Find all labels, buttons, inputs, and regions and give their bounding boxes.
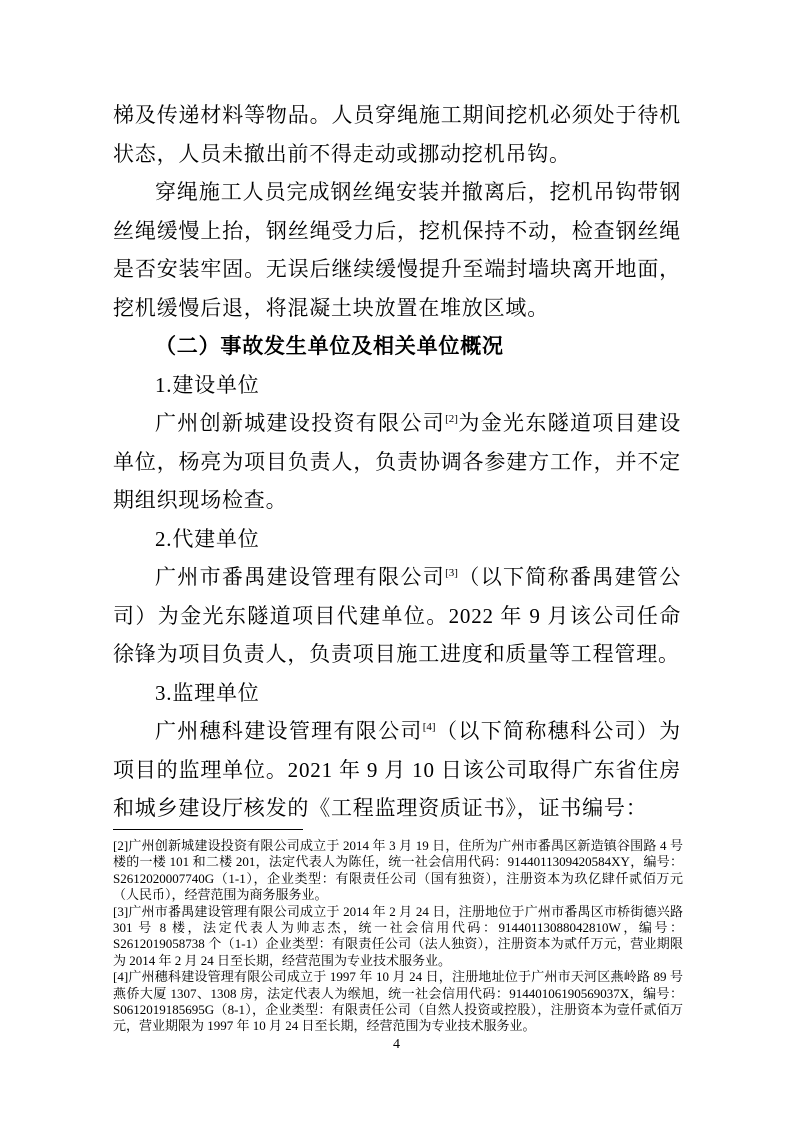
body-text	[113, 96, 681, 828]
footnote-marker: [4]	[113, 969, 129, 985]
footnote-separator	[113, 829, 303, 830]
paragraph	[113, 712, 681, 828]
footnote-ref-2: [2]	[445, 413, 458, 425]
paragraph-text: 广州市番禺建设管理有限公司	[155, 565, 446, 589]
subsection-heading-text: 1.建设单位	[155, 372, 260, 397]
section-heading-text: （二）事故发生单位及相关单位概况	[155, 334, 504, 358]
subsection-heading-text: 2.代建单位	[155, 526, 260, 551]
paragraph	[113, 404, 681, 520]
footnote	[113, 904, 683, 970]
paragraph	[113, 173, 681, 327]
footnote-text: 广州市番禺建设管理有限公司成立于 2014 年 2 月 24 日，注册地位于广州市番禺区市桥街德兴路 301 号 8 楼，法定代表人为帅志杰，统一社会信用代码：91440113088042810W，编号：S2612019058738 个（1-1）企业类型：有限责任公司（法人独资），注册资本为贰仟万元，营业期限为 2014 年 2 月 24 日至长期，经营范围为专业技术服务业。	[113, 903, 683, 968]
paragraph	[113, 558, 681, 674]
paragraph-text: （以下简称番禺建管公司）为金光东隧道项目代建单位。2022 年 9 月该公司任命徐锋为项目负责人，负责项目施工进度和质量等工程管理。	[113, 565, 682, 666]
subsection-heading	[113, 674, 681, 713]
subsection-heading	[113, 520, 681, 559]
subsection-heading	[113, 366, 681, 405]
footnote-ref-4: [4]	[422, 721, 436, 733]
paragraph-text: 梯及传递材料等物品。人员穿绳施工期间挖机必须处于待机状态，人员未撤出前不得走动或挪动挖机吊钩。	[113, 103, 681, 166]
paragraph	[113, 96, 681, 173]
footnote-text: 广州穗科建设管理有限公司成立于 1997 年 10 月 24 日，注册地址位于广州市天河区燕岭路 89 号燕侨大厦 1307、1308 房，法定代表人为缑旭，统一社会信用代码：91440106190569037X，编号：S0612019185695G（8-1），企业类型：有限责任公司（自然人投资或控股），注册资本为壹仟贰佰万元，营业期限为 1997 年 10 月 24 日至长期，经营范围为专业技术服务业。	[113, 969, 683, 1034]
footnote-marker: [3]	[113, 903, 129, 919]
section-heading	[113, 327, 681, 366]
footnote	[113, 838, 683, 904]
paragraph-text: 广州穗科建设管理有限公司	[155, 719, 423, 743]
footnote-ref-3: [3]	[445, 567, 458, 579]
paragraph-text: 穿绳施工人员完成钢丝绳安装并撤离后，挖机吊钩带钢丝绳缓慢上抬，钢丝绳受力后，挖机保持不动，检查钢丝绳是否安装牢固。无误后继续缓慢提升至端封墙块离开地面，挖机缓慢后退，将混凝土块放置在堆放区域。	[113, 180, 681, 320]
subsection-heading-text: 3.监理单位	[155, 680, 260, 705]
paragraph-text: 广州创新城建设投资有限公司	[155, 411, 446, 435]
footnote-text: 广州创新城建设投资有限公司成立于 2014 年 3 月 19 日，住所为广州市番禺区新造镇谷围路 4 号楼的一楼 101 和二楼 201，法定代表人为陈任，统一社会信用代码：9144011309420584XY，编号：S2612020007740G（1-1），企业类型：有限责任公司（国有独资），注册资本为玖亿肆仟贰佰万元（人民币），经营范围为商务服务业。	[113, 838, 683, 903]
page-number: 4	[393, 1037, 400, 1052]
paragraph-text: 为金光东隧道项目建设单位，杨亮为项目负责人，负责协调各参建方工作，并不定期组织现场检查。	[113, 411, 682, 512]
footnote	[113, 969, 683, 1035]
footnote-marker: [2]	[113, 838, 129, 853]
paragraph-text: （以下简称穗科公司）为项目的监理单位。2021 年 9 月 10 日该公司取得广东省住房和城乡建设厅核发的《工程监理资质证书》，证书编号：	[113, 719, 681, 820]
footnotes-section	[113, 829, 683, 1035]
